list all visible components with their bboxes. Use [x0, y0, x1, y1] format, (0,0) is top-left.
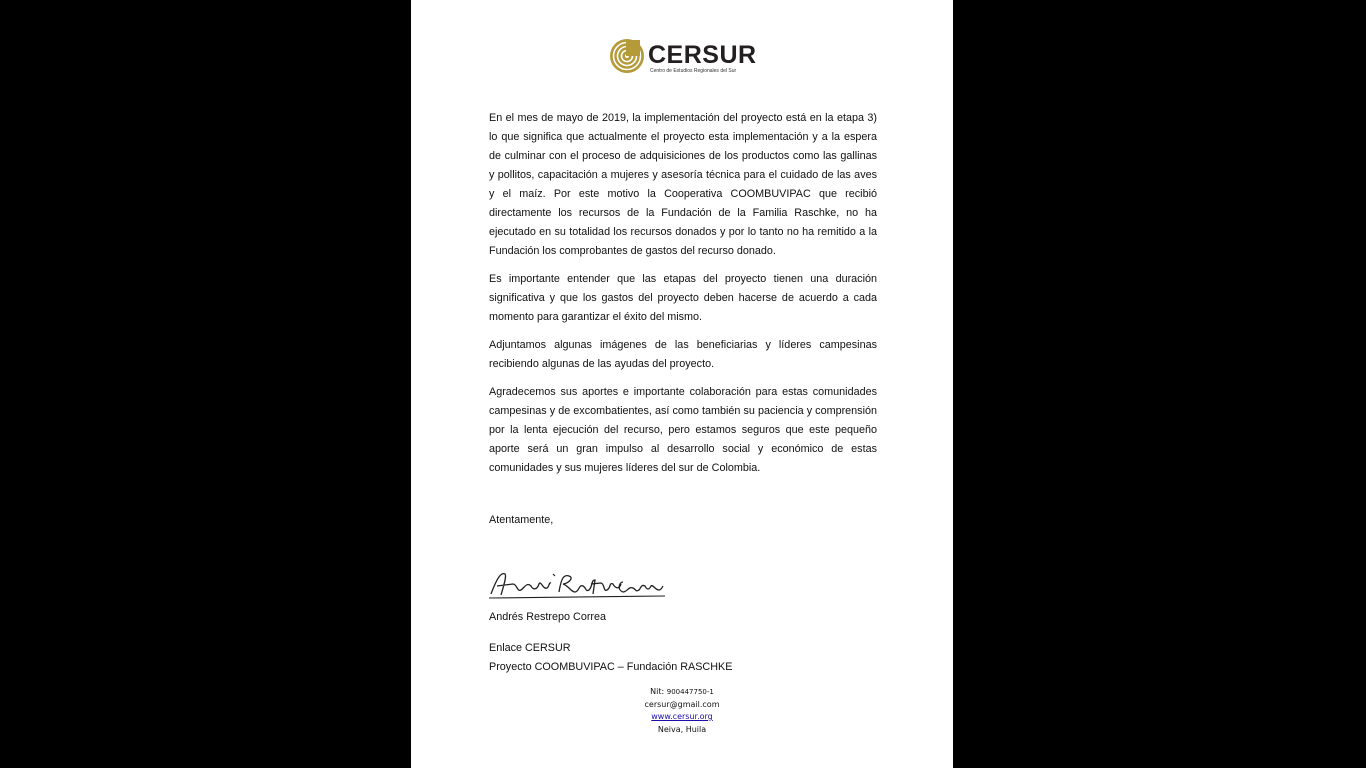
- paragraph-4: Agradecemos sus aportes e importante colaboración para estas comunidades campesinas y de excombatientes, así como también su paciencia y comprensión por la lenta ejecución del recurso, pero estamos seguros que este pequeño aporte será un gran impulso al desarrollo social y económico de estas comunidades y sus mujeres líderes del sur de Colombia.: [489, 386, 877, 474]
- closing-salutation: Atentamente,: [489, 514, 554, 526]
- paragraph-1: En el mes de mayo de 2019, la implementación del proyecto está en la etapa 3) lo que significa que actualmente el proyecto esta implementación y a la espera de culminar con el proceso de adquisiciones de los productos como las gallinas y pollitos, capacitación a mujeres y asesoría técnica para el cuidado de las aves y el maíz. Por este motivo la Cooperativa COOMBUVIPAC que recibió directamente los recursos de la Fundación de la Familia Raschke, no ha ejecutado en su totalidad los recursos donados y por lo tanto no ha remitido a la Fundación los comprobantes de gastos del recurso donado.: [489, 112, 877, 257]
- document-page: [411, 0, 953, 768]
- spiral-icon: [609, 38, 645, 74]
- footer-nit: [411, 686, 953, 699]
- logo-subtitle: Centro de Estudios Regionales del Sur: [650, 68, 737, 74]
- nit-value: 900447750-1: [666, 688, 714, 696]
- signer-role: [489, 639, 732, 677]
- paragraph-3: Adjuntamos algunas imágenes de las beneficiarias y líderes campesinas recibiendo algunas de las ayudas del proyecto.: [489, 339, 877, 370]
- letter-footer: [411, 686, 953, 736]
- role-line-2: Proyecto COOMBUVIPAC – Fundación RASCHKE: [489, 661, 733, 673]
- footer-email: cersur@gmail.com: [644, 699, 720, 709]
- footer-city: Neiva, Huila: [657, 724, 707, 734]
- logo-wordmark: CERSUR: [648, 41, 757, 69]
- nit-label: Nit:: [650, 687, 665, 696]
- paragraph-2: Es importante entender que las etapas del proyecto tienen una duración significativa y que los gastos del proyecto deben hacerse de acuerdo a cada momento para garantizar el éxito del mismo.: [489, 273, 877, 323]
- letter-body: [489, 109, 877, 487]
- signer-name: Andrés Restrepo Correa: [489, 611, 607, 623]
- role-line-1: Enlace CERSUR: [489, 642, 571, 654]
- handwritten-signature: [487, 568, 667, 602]
- cersur-logo: [609, 38, 759, 78]
- website-link[interactable]: www.cersur.org: [651, 712, 713, 721]
